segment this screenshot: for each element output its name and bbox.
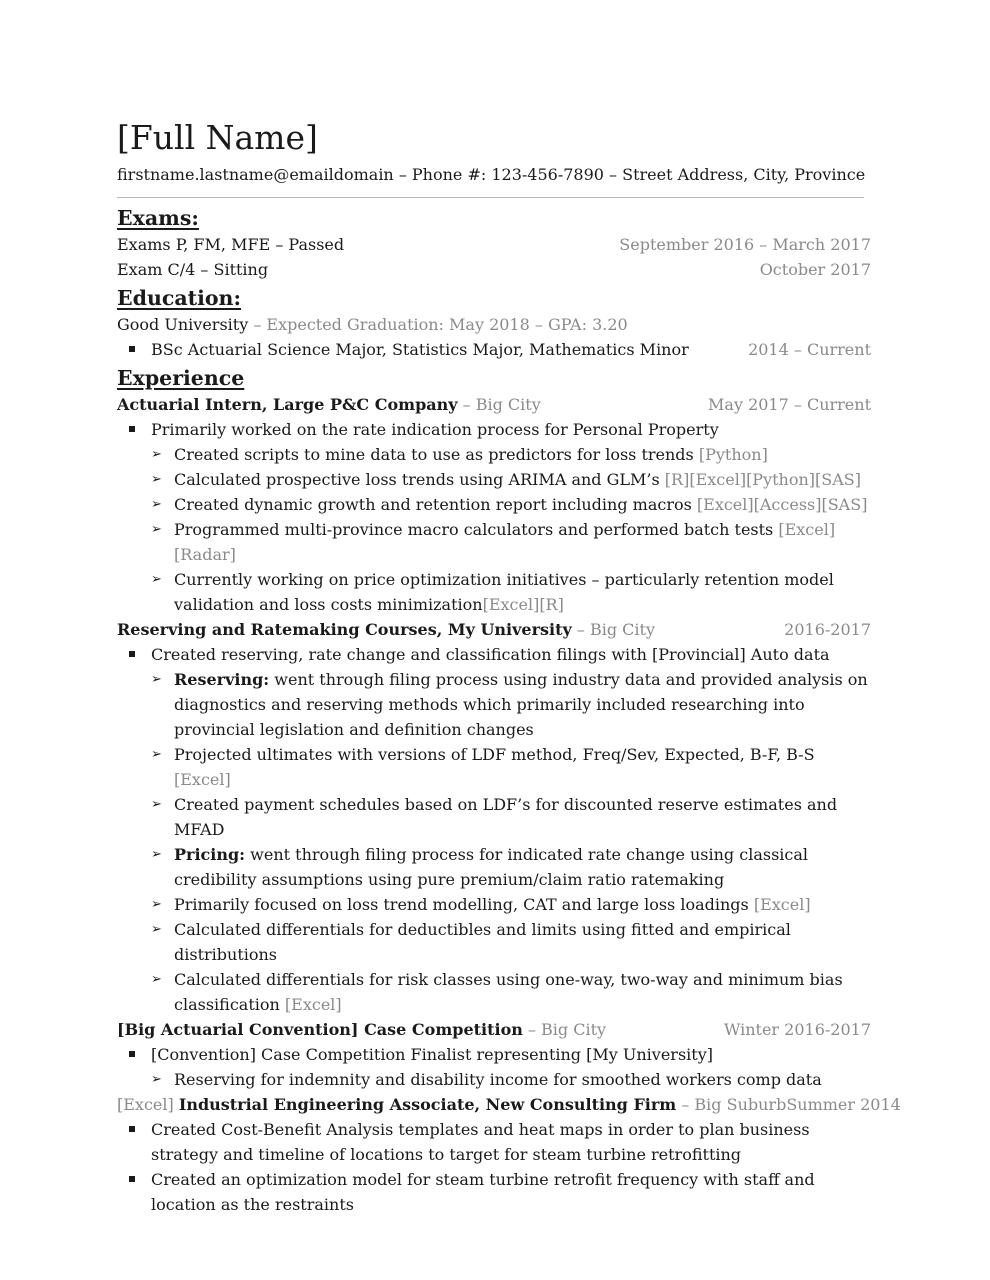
job-header (117, 392, 871, 417)
job-bullet (117, 1042, 871, 1067)
exam-row (117, 232, 871, 257)
job-header (117, 617, 871, 642)
sub-bullet-lead: Reserving: (174, 670, 270, 689)
sub-bullet (117, 517, 871, 567)
sub-bullet (117, 1067, 871, 1092)
sub-bullet (117, 492, 871, 517)
sub-bullet-text: Calculated prospective loss trends using ARIMA and GLM’s (174, 470, 665, 489)
exam-label: Exams P, FM, MFE – Passed (117, 235, 345, 254)
sub-bullet-lead: Pricing: (174, 845, 246, 864)
arrow-bullet-icon: ➢ (151, 972, 162, 987)
square-bullet-icon (129, 426, 135, 432)
degree-text: BSc Actuarial Science Major, Statistics Major, Mathematics Minor (151, 340, 689, 359)
job-date: Summer 2014 (786, 1095, 901, 1114)
sub-bullet (117, 442, 871, 467)
job-date: Winter 2016-2017 (723, 1020, 871, 1039)
job-location: – Big City (571, 620, 655, 639)
sub-bullet (117, 467, 871, 492)
sub-bullet-text: Calculated differentials for deductibles and limits using fitted and empirical distributions (174, 920, 791, 964)
arrow-bullet-icon: ➢ (151, 847, 162, 862)
exam-date: October 2017 (759, 260, 871, 279)
job-title: [Big Actuarial Convention] Case Competition (117, 1020, 523, 1039)
sub-bullet-text: Created scripts to mine data to use as predictors for loss trends (174, 445, 699, 464)
square-bullet-icon (129, 1176, 135, 1182)
education-section (117, 284, 871, 362)
school-row (117, 312, 871, 337)
job-title: Actuarial Intern, Large P&C Company (117, 395, 458, 414)
sub-bullet (117, 792, 871, 842)
exam-label: Exam C/4 – Sitting (117, 260, 269, 279)
experience-heading: Experience (117, 366, 245, 390)
school-detail: – Expected Graduation: May 2018 – GPA: 3.20 (248, 315, 628, 334)
exam-date: September 2016 – March 2017 (619, 235, 871, 254)
tool-tags: [Excel] (174, 770, 231, 789)
job-bullet (117, 1117, 871, 1167)
job-header (117, 1092, 901, 1117)
arrow-bullet-icon: ➢ (151, 447, 162, 462)
sub-bullet (117, 842, 871, 892)
job-bullet (117, 417, 871, 442)
job-bullet (117, 642, 871, 667)
job-location: – Big City (457, 395, 541, 414)
contact-line: firstname.lastname@emaildomain – Phone #: 123-456-7890 – Street Address, City, Province (117, 165, 866, 184)
sub-bullet (117, 742, 871, 792)
arrow-bullet-icon: ➢ (151, 1072, 162, 1087)
sub-bullet-text: Created dynamic growth and retention report including macros (174, 495, 697, 514)
education-heading: Education: (117, 286, 242, 310)
tool-tags: [Excel] (753, 895, 811, 914)
arrow-bullet-icon: ➢ (151, 472, 162, 487)
job-location: – Big Suburb (676, 1095, 787, 1114)
tool-tags: [R][Excel][Python][SAS] (664, 470, 861, 489)
job-bullet-text: [Convention] Case Competition Finalist representing [My University] (151, 1045, 713, 1064)
sub-bullet (117, 567, 871, 617)
school-name: Good University (117, 315, 249, 334)
tool-tags: [Excel][Access][SAS] (696, 495, 868, 514)
tool-tags: [Excel][Radar] (174, 520, 836, 564)
full-name: [Full Name] (117, 118, 318, 157)
header-divider (117, 197, 864, 198)
square-bullet-icon (129, 346, 135, 352)
job-title: Industrial Engineering Associate, New Consulting Firm (178, 1095, 677, 1114)
sub-bullet-text: Programmed multi-province macro calculators and performed batch tests (174, 520, 779, 539)
job-date: May 2017 – Current (708, 395, 871, 414)
resume-page (117, 118, 901, 1217)
sub-bullet (117, 917, 871, 967)
sub-bullet-text: went through filing process for indicated rate change using classical credibility assumptions using pure premium/claim ratio ratemaking (174, 845, 809, 889)
sub-bullet-text: Currently working on price optimization initiatives – particularly retention model validation and loss costs minimization (174, 570, 834, 614)
sub-bullet (117, 892, 871, 917)
sub-bullet-text: Calculated differentials for risk classes using one-way, two-way and minimum bias classification (174, 970, 843, 1014)
job-bullet-text: Created an optimization model for steam turbine retrofit frequency with staff and location as the restraints (151, 1170, 815, 1214)
job-bullet-text: Primarily worked on the rate indication process for Personal Property (151, 420, 719, 439)
degree-bullet (117, 337, 871, 362)
exam-row (117, 257, 871, 282)
degree-date: 2014 – Current (748, 340, 871, 359)
sub-bullet-text: went through filing process using industry data and provided analysis on diagnostics and reserving methods which primarily included researching into provincial legislation and definition changes (174, 670, 868, 739)
job-bullet-text: Created Cost-Benefit Analysis templates and heat maps in order to plan business strategy and timeline of locations to target for steam turbine retrofitting (151, 1120, 810, 1164)
experience-section (117, 364, 901, 1217)
sub-bullet (117, 667, 871, 742)
square-bullet-icon (129, 1126, 135, 1132)
sub-bullet-text: Reserving for indemnity and disability income for smoothed workers comp data (174, 1070, 822, 1089)
job-bullet (117, 1167, 871, 1217)
job-title: Reserving and Ratemaking Courses, My University (117, 620, 572, 639)
arrow-bullet-icon: ➢ (151, 522, 162, 537)
arrow-bullet-icon: ➢ (151, 672, 162, 687)
job-header (117, 1017, 871, 1042)
sub-bullet-text: Primarily focused on loss trend modelling, CAT and large loss loadings (174, 895, 754, 914)
square-bullet-icon (129, 1051, 135, 1057)
arrow-bullet-icon: ➢ (151, 797, 162, 812)
tool-tags: [Excel] (284, 995, 342, 1014)
sub-bullet-text: Projected ultimates with versions of LDF method, Freq/Sev, Expected, B-F, B-S (174, 745, 815, 764)
job-prefix-tags: [Excel] (117, 1095, 179, 1114)
job-bullet-text: Created reserving, rate change and classification filings with [Provincial] Auto data (151, 645, 830, 664)
job-date: 2016-2017 (784, 620, 871, 639)
exams-section (117, 204, 871, 282)
sub-bullet (117, 967, 871, 1017)
job-location: – Big City (522, 1020, 607, 1039)
arrow-bullet-icon: ➢ (151, 572, 162, 587)
arrow-bullet-icon: ➢ (151, 897, 162, 912)
arrow-bullet-icon: ➢ (151, 747, 162, 762)
square-bullet-icon (129, 651, 135, 657)
tool-tags: [Python] (698, 445, 768, 464)
tool-tags: [Excel][R] (482, 595, 564, 614)
arrow-bullet-icon: ➢ (151, 497, 162, 512)
arrow-bullet-icon: ➢ (151, 922, 162, 937)
exams-heading: Exams: (117, 206, 199, 230)
sub-bullet-text: Created payment schedules based on LDF’s for discounted reserve estimates and MFAD (174, 795, 838, 839)
